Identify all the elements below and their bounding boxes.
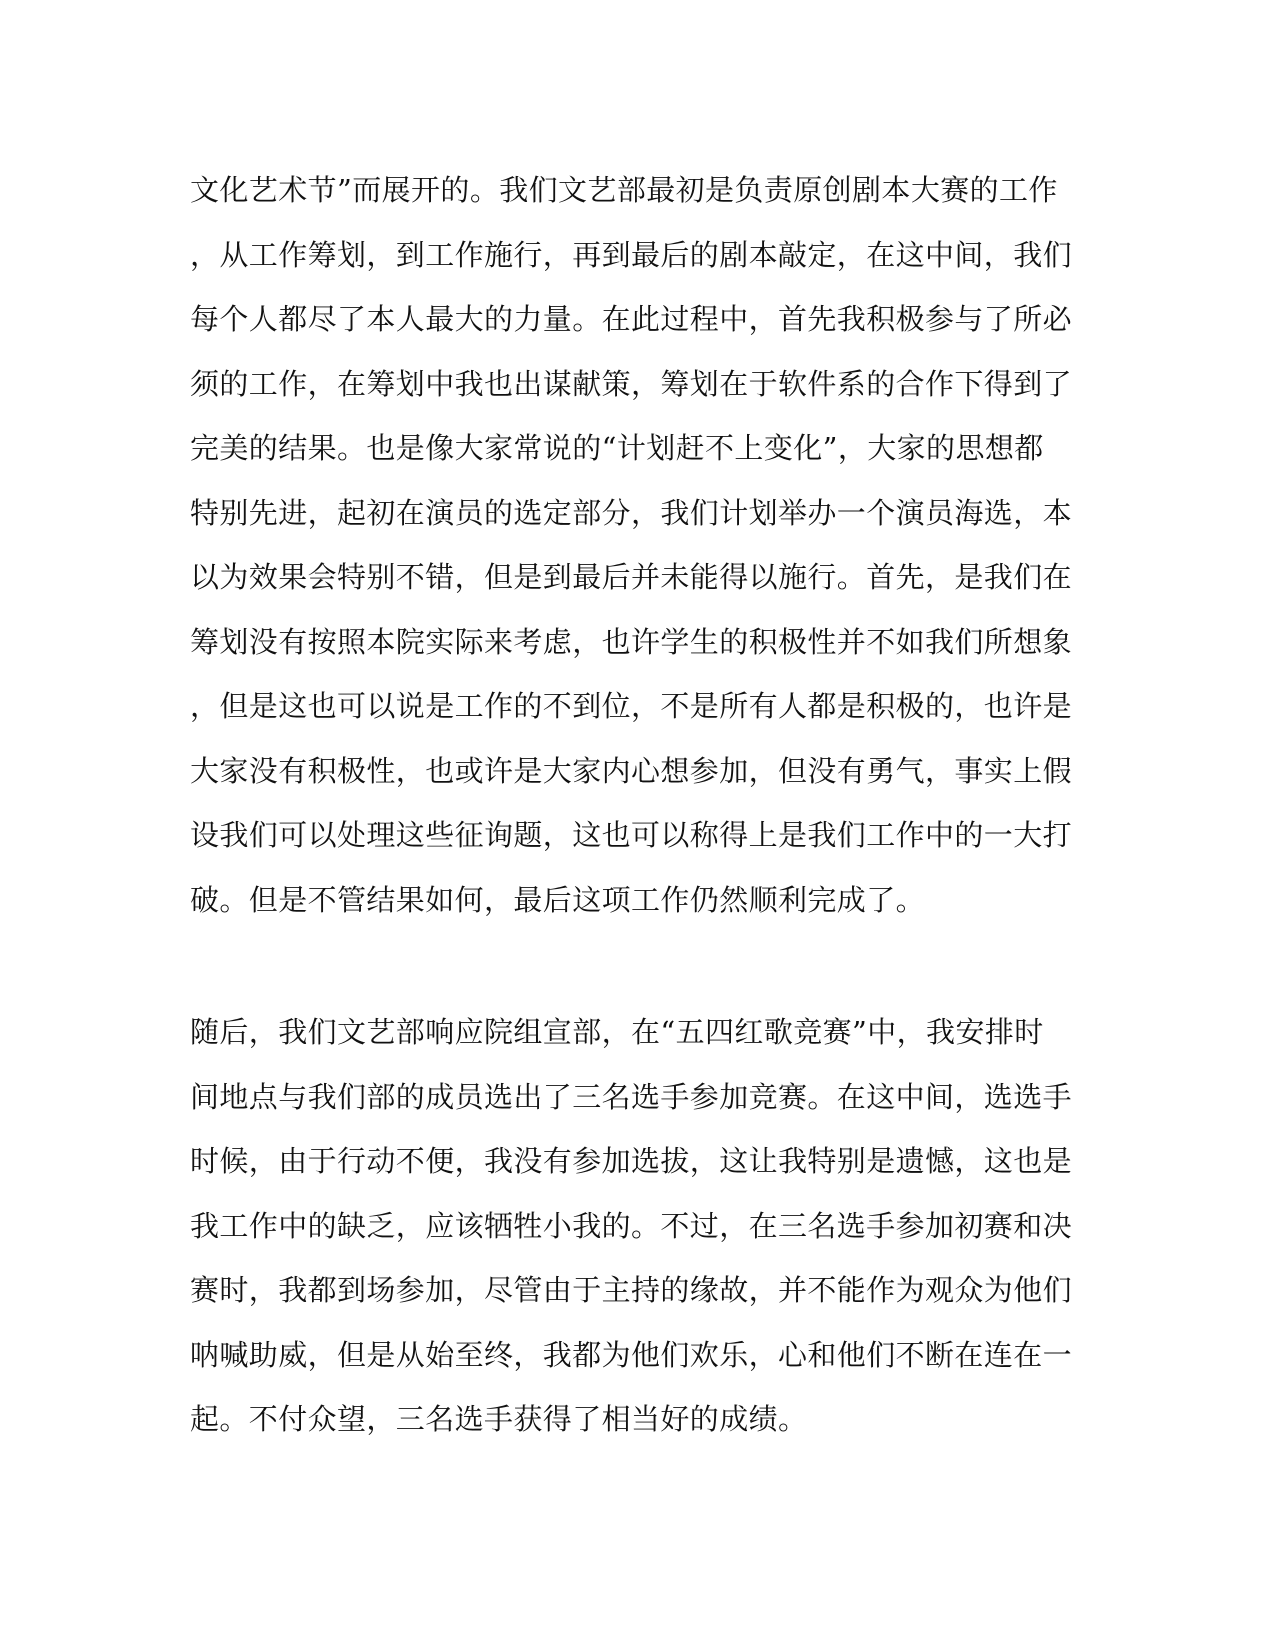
text-line: 时候，由于行动不便，我没有参加选拔，这让我特别是遗憾，这也是 bbox=[190, 1144, 1073, 1178]
text-line: 呐喊助威，但是从始至终，我都为他们欢乐，心和他们不断在连在一 bbox=[190, 1337, 1073, 1372]
text-line: 特别先进，起初在演员的选定部分，我们计划举办一个演员海选，本 bbox=[190, 495, 1073, 530]
paragraph-1 bbox=[190, 158, 1073, 932]
paragraph-2 bbox=[190, 1000, 1073, 1452]
text-line: 破。但是不管结果如何，最后这项工作仍然顺利完成了。 bbox=[190, 882, 926, 917]
text-line: 间地点与我们部的成员选出了三名选手参加竞赛。在这中间，选选手 bbox=[190, 1079, 1073, 1114]
text-line: 以为效果会特别不错，但是到最后并未能得以施行。首先，是我们在 bbox=[190, 560, 1073, 594]
text-line: 随后，我们文艺部响应院组宣部，在“五四红歌竞赛”中，我安排时 bbox=[190, 1015, 1044, 1049]
text-line: 每个人都尽了本人最大的力量。在此过程中，首先我积极参与了所必 bbox=[190, 302, 1073, 336]
text-line: 我工作中的缺乏，应该牺牲小我的。不过，在三名选手参加初赛和决 bbox=[190, 1208, 1073, 1243]
text-line: 完美的结果。也是像大家常说的“计划赶不上变化”，大家的思想都 bbox=[190, 431, 1044, 465]
text-line: ，从工作筹划，到工作施行，再到最后的剧本敲定，在这中间，我们 bbox=[190, 237, 1073, 272]
text-line: 须的工作，在筹划中我也出谋献策，筹划在于软件系的合作下得到了 bbox=[190, 366, 1073, 401]
text-line: 文化艺术节”而展开的。我们文艺部最初是负责原创剧本大赛的工作 bbox=[190, 173, 1058, 207]
text-line: 赛时，我都到场参加，尽管由于主持的缘故，并不能作为观众为他们 bbox=[190, 1273, 1073, 1307]
text-line: 筹划没有按照本院实际来考虑，也许学生的积极性并不如我们所想象 bbox=[190, 624, 1073, 659]
text-line: 设我们可以处理这些征询题，这也可以称得上是我们工作中的一大打 bbox=[190, 818, 1073, 852]
text-line: ，但是这也可以说是工作的不到位，不是所有人都是积极的，也许是 bbox=[190, 689, 1073, 723]
text-line: 大家没有积极性，也或许是大家内心想参加，但没有勇气，事实上假 bbox=[190, 753, 1073, 788]
text-line: 起。不付众望，三名选手获得了相当好的成绩。 bbox=[190, 1402, 808, 1436]
